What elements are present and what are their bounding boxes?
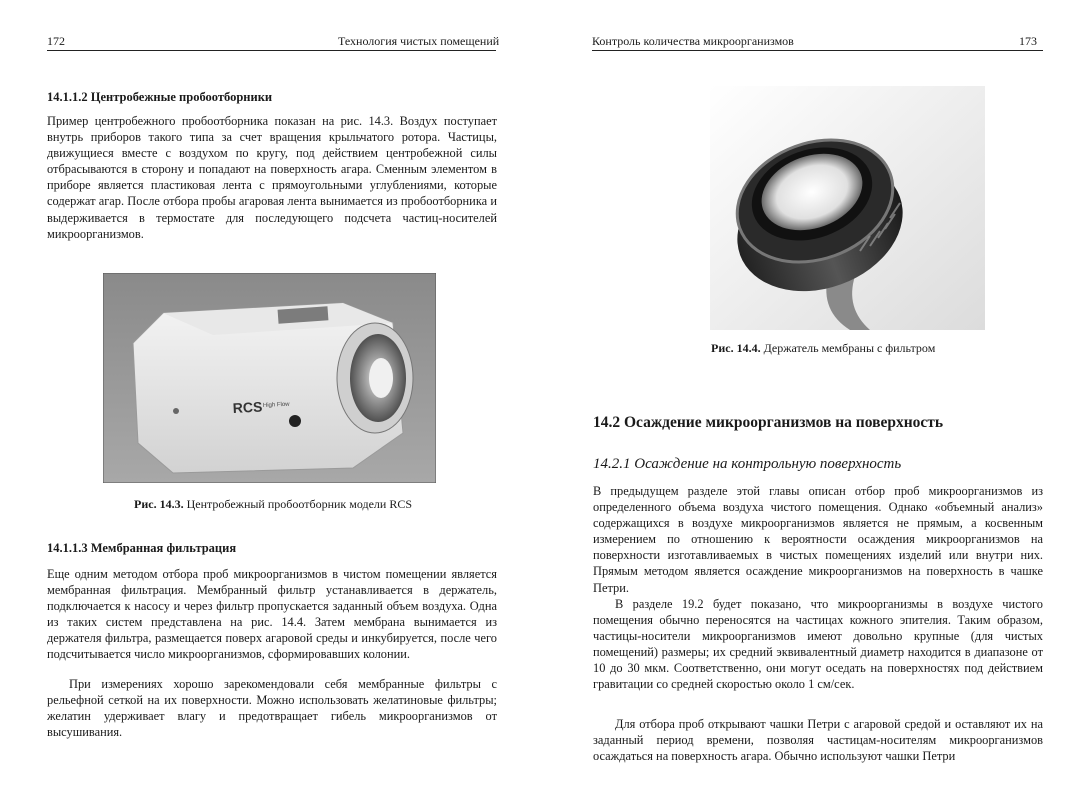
device-brand-label: RCS bbox=[232, 398, 263, 416]
figure-caption-text-14-4: Держатель мембраны с фильтром bbox=[763, 341, 936, 355]
figure-caption-14-3 bbox=[134, 497, 412, 512]
running-title-left: Технология чистых помещений bbox=[338, 34, 500, 48]
paragraph-membrane-2: При измерениях хорошо зарекомендовали себя мембранные фильтры с рельефной сеткой на их поверхности. Можно использовать желатиновые фильтры; желатин удерживает влагу и предотвращает гибель микроорганизмов от высушивания. bbox=[47, 677, 497, 740]
page-number-left: 172 bbox=[47, 34, 65, 48]
figure-label-14-3: Рис. 14.3. bbox=[134, 497, 184, 511]
device-model-label: High Flow bbox=[262, 401, 290, 409]
section-heading-centrifugal: 14.1.1.2 Центробежные пробоотборники bbox=[47, 90, 273, 104]
figure-membrane-holder bbox=[710, 86, 985, 330]
subsection-heading-control-surface: 14.2.1 Осаждение на контрольную поверхность bbox=[593, 456, 902, 472]
paragraph-membrane-1: Еще одним методом отбора проб микроорганизмов в чистом помещении является мембранная фильтрация. Мембранный фильтр устанавливается в держатель, подключается к насосу и через фильтр пропускается заданный объем воздуха. Одна из таких систем представлена на рис. 14.4. Затем мембрана вынимается из держателя фильтра, размещается поверх агаровой среды и инкубируется, после чего подсчитывается число микроорганизмов, сформировавших колонии. bbox=[47, 567, 497, 662]
header-rule-right bbox=[592, 50, 1043, 51]
figure-caption-14-4 bbox=[711, 341, 935, 356]
paragraph-deposition-1: В предыдущем разделе этой главы описан отбор проб микроорганизмов из определенного объема воздуха чистого помещения. Однако «объемный анализ» содержащихся в воздухе микроорганизмов является не прямым, а косвенным измерением по отношению к вероятности осаждения микроорганизмов на поверхности изготавливаемых в чистых помещениях изделий или внутри них. Прямым методом является осаждение микроорганизмов на поверхность в чашке Петри. bbox=[593, 484, 1043, 595]
header-rule-left bbox=[47, 50, 496, 51]
paragraph-centrifugal: Пример центробежного пробоотборника показан на рис. 14.3. Воздух поступает внутрь приборов такого типа за счет вращения крыльчатого ротора. Частицы, движущиеся вместе с воздухом по кругу, под действием центробежной силы отбрасываются в сторону и попадают на поверхность агара. Сменным элементом в приборе является пластиковая лента с прямоугольными углублениями, которые содержат агар. После отбора пробы агаровая лента вынимается из пробоотборника и выдерживается в термостате для последующего подсчета частиц-носителей микроорганизмов. bbox=[47, 114, 497, 241]
figure-caption-text-14-3: Центробежный пробоотборник модели RCS bbox=[186, 497, 413, 511]
paragraph-deposition-3: Для отбора проб открывают чашки Петри с агаровой средой и оставляют их на заданный период времени, позволяя частицам-носителям микроорганизмов осаждаться на поверхность агара. Обычно используют чашки Петри bbox=[593, 717, 1043, 764]
section-heading-deposition: 14.2 Осаждение микроорганизмов на поверхность bbox=[593, 414, 944, 431]
figure-rcs-sampler bbox=[103, 273, 436, 483]
running-title-right: Контроль количества микроорганизмов bbox=[592, 34, 794, 48]
page-number-right: 173 bbox=[1019, 34, 1037, 48]
figure-label-14-4: Рис. 14.4. bbox=[711, 341, 761, 355]
paragraph-deposition-2: В разделе 19.2 будет показано, что микроорганизмы в воздухе чистого помещения обычно переносятся на частицах кожного эпителия. Таким образом, частицы-носители микроорганизмов имеют довольно крупные (для чистых помещений) размеры; их средний эквивалентный диаметр находится в диапазоне от 10 до 30 мкм. Соответственно, они могут оседать на поверхностях под действием гравитации со средней скоростью около 1 см/сек. bbox=[593, 597, 1043, 692]
right-page bbox=[540, 0, 1079, 792]
section-heading-membrane: 14.1.1.3 Мембранная фильтрация bbox=[47, 541, 237, 555]
